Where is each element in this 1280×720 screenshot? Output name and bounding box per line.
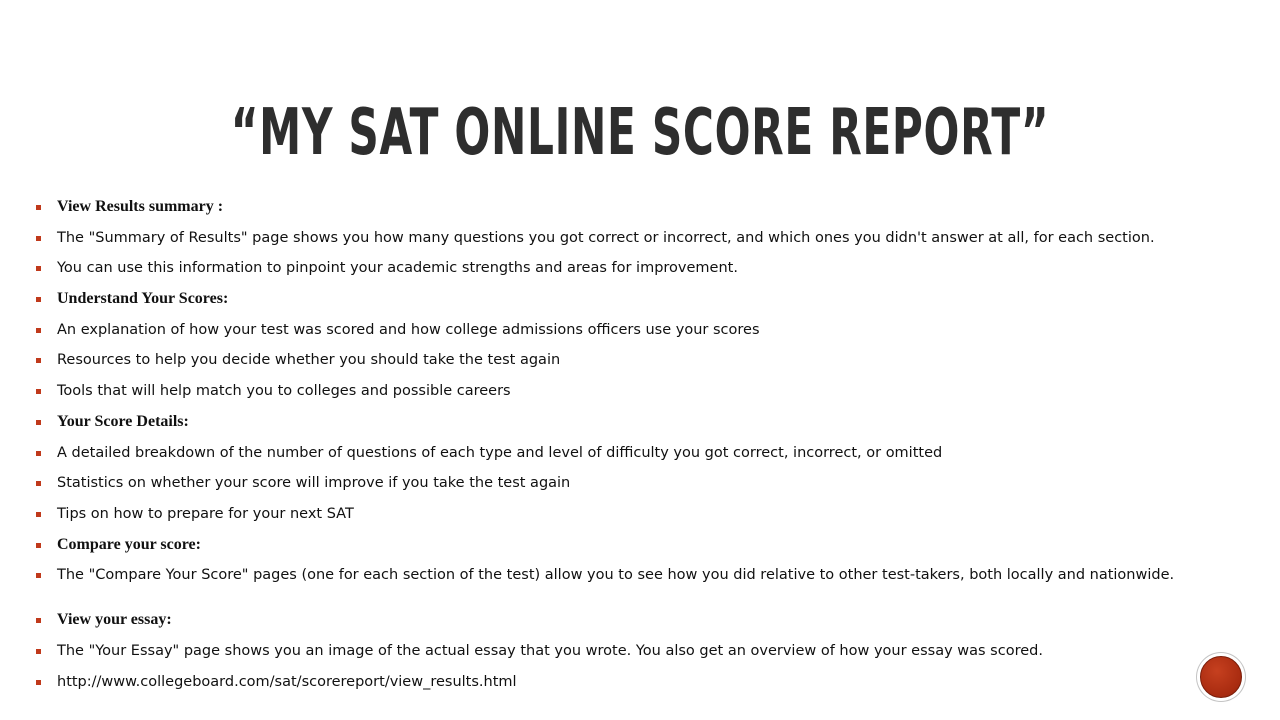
- bullet-marker-icon: [36, 358, 41, 363]
- bullet-text: Statistics on whether your score will improve if you take the test again: [57, 475, 571, 492]
- bullet-text: Understand Your Scores:: [57, 290, 229, 308]
- bullet-text: The "Summary of Results" page shows you how many questions you got correct or incorrect, and which ones you didn't answer at all, for each section.: [57, 229, 1155, 246]
- bullet-text: You can use this information to pinpoint your academic strengths and areas for improvement.: [57, 260, 738, 277]
- bullet-marker-icon: [36, 389, 41, 394]
- slide-title: “MY SAT ONLINE SCORE REPORT”: [230, 96, 1050, 170]
- bullet-marker-icon: [36, 618, 41, 623]
- bullet-item: [36, 319, 1246, 350]
- bullet-marker-icon: [36, 481, 41, 486]
- bullet-text: Tips on how to prepare for your next SAT: [57, 505, 354, 522]
- bullet-item: [36, 503, 1246, 534]
- bullet-text: Compare your score:: [57, 535, 201, 553]
- logo-circle-icon: [1197, 653, 1245, 701]
- bullet-text: View Results summary :: [57, 198, 224, 215]
- bullet-marker-icon: [36, 236, 41, 241]
- bullet-text: The "Compare Your Score" pages (one for each section of the test) allow you to see how you did relative to other test-takers, both locally and nationwide.: [57, 567, 1175, 584]
- bullet-item: [36, 534, 1246, 565]
- bullet-text: Your Score Details:: [57, 412, 189, 430]
- bullet-item: [36, 227, 1246, 258]
- bullet-list: [36, 196, 1246, 701]
- bullet-item: [36, 349, 1246, 380]
- bullet-marker-icon: [36, 328, 41, 333]
- bullet-item: [36, 564, 1246, 609]
- bullet-marker-icon: [36, 451, 41, 456]
- bullet-item: [36, 411, 1246, 442]
- source-link[interactable]: http://www.collegeboard.com/sat/scorereport/view_results.html: [57, 673, 517, 690]
- bullet-text: Tools that will help match you to colleges and possible careers: [57, 383, 511, 400]
- bullet-item: [36, 380, 1246, 411]
- bullet-text: A detailed breakdown of the number of questions of each type and level of difficulty you got correct, incorrect, or omitted: [57, 444, 943, 461]
- bullet-marker-icon: [36, 420, 41, 425]
- bullet-text: View your essay:: [57, 611, 172, 629]
- bullet-text: An explanation of how your test was scored and how college admissions officers use your scores: [57, 321, 760, 338]
- bullet-item: [36, 196, 1246, 227]
- bullet-text: Resources to help you decide whether you should take the test again: [57, 352, 561, 369]
- bullet-item: [36, 288, 1246, 319]
- bullet-marker-icon: [36, 266, 41, 271]
- bullet-item: [36, 257, 1246, 288]
- bullet-marker-icon: [36, 205, 41, 210]
- bullet-item: [36, 640, 1246, 671]
- bullet-text: The "Your Essay" page shows you an image of the actual essay that you wrote. You also get an overview of how your essay was scored.: [57, 642, 1043, 659]
- bullet-item: [36, 472, 1246, 503]
- bullet-marker-icon: [36, 543, 41, 548]
- bullet-marker-icon: [36, 297, 41, 302]
- bullet-item: [36, 442, 1246, 473]
- bullet-marker-icon: [36, 649, 41, 654]
- bullet-item: [36, 609, 1246, 640]
- bullet-marker-icon: [36, 573, 41, 578]
- logo-fill: [1200, 656, 1242, 698]
- bullet-marker-icon: [36, 512, 41, 517]
- bullet-item: [36, 671, 1246, 702]
- bullet-marker-icon: [36, 680, 41, 685]
